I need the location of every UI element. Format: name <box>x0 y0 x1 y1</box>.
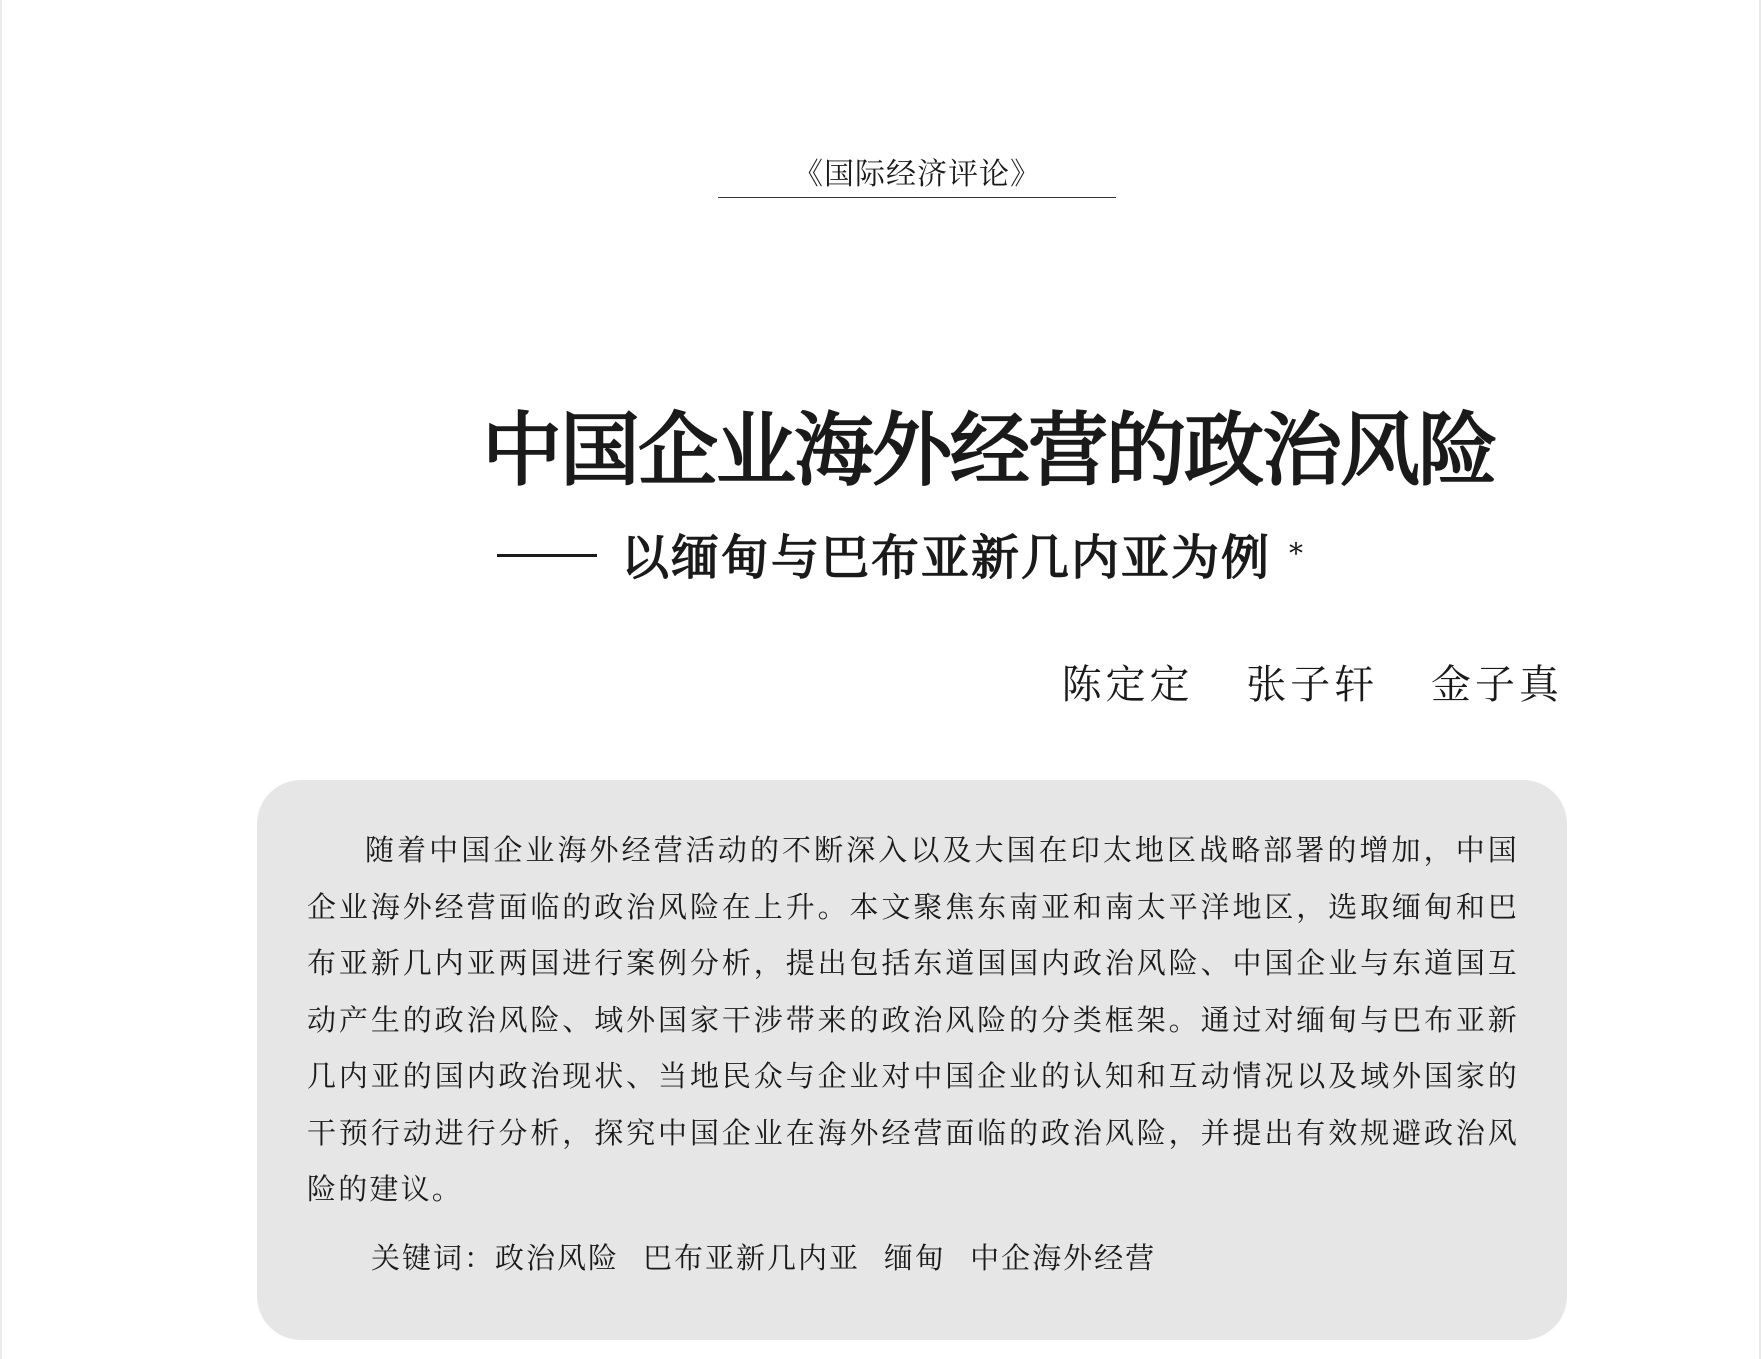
subtitle-dash <box>497 554 597 557</box>
keyword: 巴布亚新几内亚 <box>643 1241 861 1275</box>
author-name: 张子轩 <box>1246 662 1379 708</box>
keywords <box>371 1238 1180 1278</box>
journal-name: 《国际经济评论》 <box>718 155 1116 198</box>
abstract-box <box>257 780 1567 1340</box>
keyword: 政治风险 <box>495 1241 620 1275</box>
article-title: 中国企业海外经营的政治风险 <box>482 403 1496 497</box>
keyword: 中企海外经营 <box>970 1241 1157 1275</box>
article-subtitle <box>497 528 1347 588</box>
keyword: 缅甸 <box>884 1241 947 1275</box>
author-list <box>1026 657 1563 713</box>
abstract-text: 随着中国企业海外经营活动的不断深入以及大国在印太地区战略部署的增加，中国企业海外经营面临的政治风险在上升。本文聚焦东南亚和南太平洋地区，选取缅甸和巴布亚新几内亚两国进行案例分析，提出包括东道国国内政治风险、中国企业与东道国互动产生的政治风险、域外国家干涉带来的政治风险的分类框架。通过对缅甸与巴布亚新几内亚的国内政治现状、当地民众与企业对中国企业的认知和互动情况以及域外国家的干预行动进行分析，探究中国企业在海外经营面临的政治风险，并提出有效规避政治风险的建议。 <box>307 833 1519 1206</box>
footnote-mark: * <box>1289 537 1306 570</box>
author-name: 金子真 <box>1431 662 1563 708</box>
subtitle-text: 以缅甸与巴布亚新几内亚为例 <box>621 530 1272 586</box>
keywords-label: 关键词： <box>371 1241 496 1275</box>
author-name: 陈定定 <box>1061 662 1194 708</box>
